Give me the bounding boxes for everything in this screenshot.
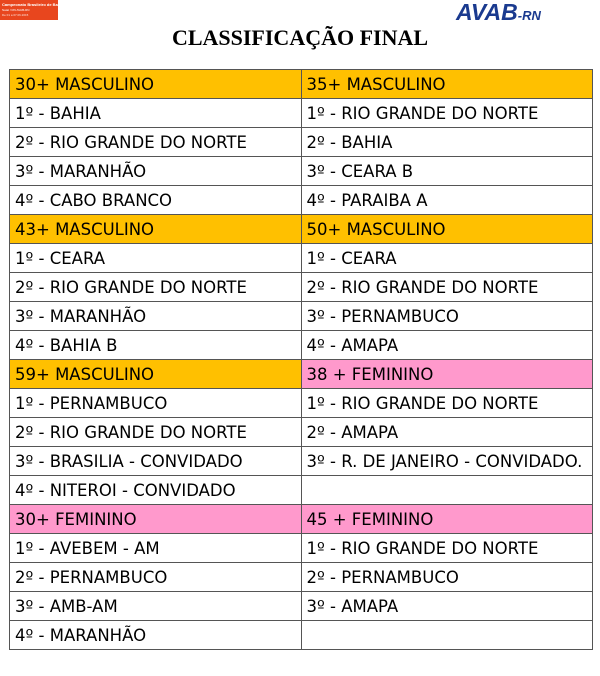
placement-cell: 2º - RIO GRANDE DO NORTE (301, 273, 593, 302)
table-row (10, 186, 593, 215)
placement-cell: 1º - RIO GRANDE DO NORTE (301, 99, 593, 128)
event-logo (0, 0, 91, 20)
placement-cell: 1º - PERNAMBUCO (10, 389, 302, 418)
placement-cell: 4º - CABO BRANCO (10, 186, 302, 215)
placement-cell (301, 621, 593, 650)
category-header-cell: 30+ MASCULINO (10, 70, 302, 99)
placement-cell: 1º - RIO GRANDE DO NORTE (301, 389, 593, 418)
table-row (10, 331, 593, 360)
avab-logo-suffix: -RN (517, 8, 541, 23)
table-row (10, 534, 593, 563)
placement-cell: 1º - CEARA (10, 244, 302, 273)
placement-cell: 2º - PERNAMBUCO (301, 563, 593, 592)
placement-cell: 2º - AMAPA (301, 418, 593, 447)
placement-cell: 3º - R. DE JANEIRO - CONVIDADO. (301, 447, 593, 476)
table-row (10, 447, 593, 476)
category-header-cell: 30+ FEMININO (10, 505, 302, 534)
placement-cell: 3º - PERNAMBUCO (301, 302, 593, 331)
placement-cell: 2º - RIO GRANDE DO NORTE (10, 418, 302, 447)
placement-cell: 3º - CEARA B (301, 157, 593, 186)
placement-cell: 4º - AMAPA (301, 331, 593, 360)
table-row (10, 128, 593, 157)
placement-cell: 1º - RIO GRANDE DO NORTE (301, 534, 593, 563)
table-row (10, 418, 593, 447)
placement-cell: 2º - BAHIA (301, 128, 593, 157)
placement-cell: 2º - RIO GRANDE DO NORTE (10, 273, 302, 302)
placement-cell: 1º - AVEBEM - AM (10, 534, 302, 563)
placement-cell: 3º - MARANHÃO (10, 302, 302, 331)
event-logo-line3: De 01 a 07.06.2015 (2, 13, 29, 17)
table-row (10, 592, 593, 621)
placement-cell: 2º - RIO GRANDE DO NORTE (10, 128, 302, 157)
table-row (10, 360, 593, 389)
table-row (10, 70, 593, 99)
table-row (10, 157, 593, 186)
table-row (10, 215, 593, 244)
table-row (10, 302, 593, 331)
event-logo-line1: Campeonato Brasileiro de Basquetebol Master (2, 2, 91, 7)
category-header-cell: 43+ MASCULINO (10, 215, 302, 244)
category-header-cell: 38 + FEMININO (301, 360, 593, 389)
table-row (10, 563, 593, 592)
placement-cell: 3º - BRASILIA - CONVIDADO (10, 447, 302, 476)
placement-cell: 1º - BAHIA (10, 99, 302, 128)
table-row (10, 273, 593, 302)
table-row (10, 244, 593, 273)
event-logo-line2: Natal / RN AVAB-RN (2, 8, 30, 12)
category-header-cell: 50+ MASCULINO (301, 215, 593, 244)
placement-cell: 3º - MARANHÃO (10, 157, 302, 186)
category-header-cell: 35+ MASCULINO (301, 70, 593, 99)
avab-logo-main: AVAB (456, 0, 518, 25)
placement-cell: 3º - AMAPA (301, 592, 593, 621)
placement-cell: 2º - PERNAMBUCO (10, 563, 302, 592)
placement-cell: 4º - PARAIBA A (301, 186, 593, 215)
placement-cell: 3º - AMB-AM (10, 592, 302, 621)
results-table (9, 69, 593, 650)
category-header-cell: 45 + FEMININO (301, 505, 593, 534)
table-row (10, 476, 593, 505)
placement-cell (301, 476, 593, 505)
avab-logo (456, 0, 541, 24)
table-row (10, 505, 593, 534)
placement-cell: 4º - NITEROI - CONVIDADO (10, 476, 302, 505)
table-row (10, 621, 593, 650)
category-header-cell: 59+ MASCULINO (10, 360, 302, 389)
results-table-body (10, 70, 593, 650)
placement-cell: 4º - MARANHÃO (10, 621, 302, 650)
page-title: CLASSIFICAÇÃO FINAL (171, 25, 429, 50)
placement-cell: 1º - CEARA (301, 244, 593, 273)
table-row (10, 389, 593, 418)
table-row (10, 99, 593, 128)
placement-cell: 4º - BAHIA B (10, 331, 302, 360)
